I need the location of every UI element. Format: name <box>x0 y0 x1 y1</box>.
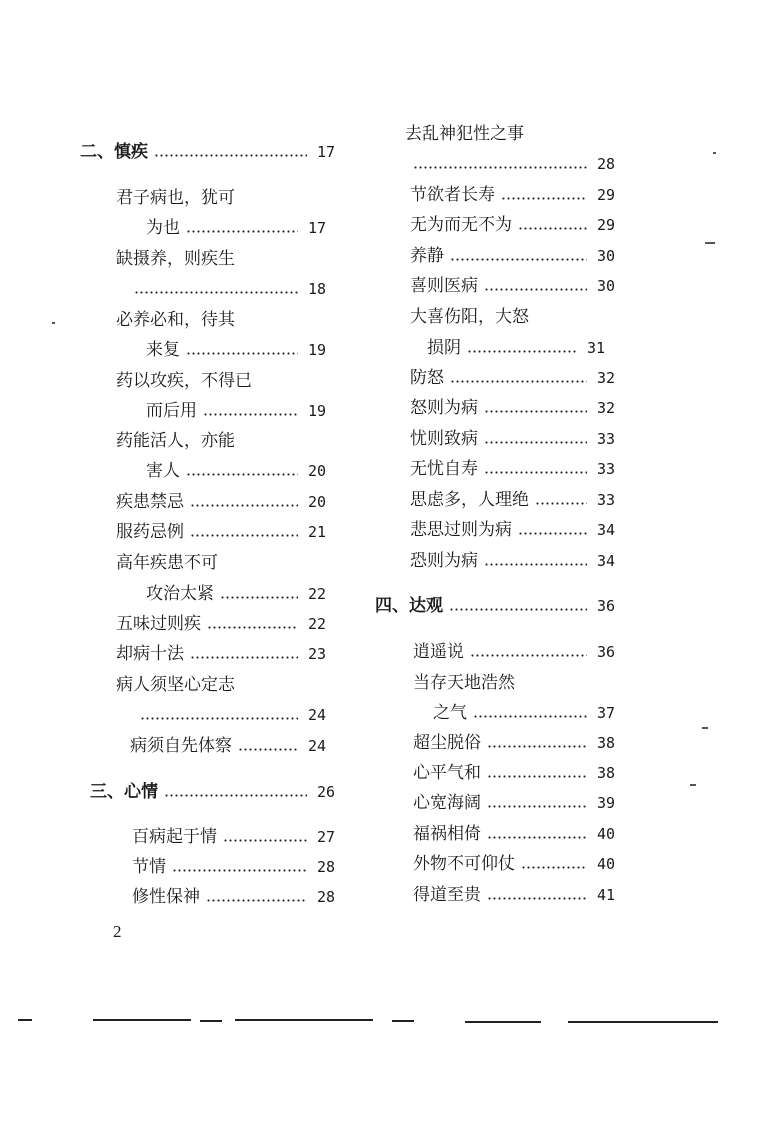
page-number: 26 <box>316 783 335 801</box>
dot-leader <box>484 274 587 298</box>
entry-title: 却病十法 <box>116 644 184 664</box>
dot-leader <box>186 459 298 483</box>
page-number: 19 <box>307 402 326 420</box>
scan-speck <box>690 784 696 786</box>
dot-leader <box>172 855 307 879</box>
dot-leader <box>413 152 587 176</box>
toc-entry <box>410 274 615 298</box>
entry-title: 服药忌例 <box>116 522 184 542</box>
page-number: 22 <box>307 585 326 603</box>
entry-title: 大喜伤阳，大怒 <box>410 307 529 327</box>
entry-title: 养静 <box>410 246 444 266</box>
scan-line <box>568 1021 718 1023</box>
entry-title: 高年疾患不可 <box>116 553 218 573</box>
entry-title: 病人须坚心定志 <box>116 675 235 695</box>
entry-title: 心平气和 <box>413 763 481 783</box>
page-number: 38 <box>596 764 615 782</box>
entry-title: 病须自先体察 <box>130 736 232 756</box>
entry-title: 百病起于情 <box>132 827 217 847</box>
dot-leader <box>484 427 587 451</box>
entry-title: 之气 <box>433 703 467 723</box>
entry-title: 修性保神 <box>132 887 200 907</box>
dot-leader <box>484 549 587 573</box>
scan-speck <box>705 242 715 244</box>
scan-speck <box>52 322 55 324</box>
page-number: 30 <box>596 247 615 265</box>
toc-entry <box>116 642 326 666</box>
scan-line <box>465 1021 541 1023</box>
entry-title: 外物不可仰仗 <box>413 854 515 874</box>
page-number: 23 <box>307 645 326 663</box>
dot-leader <box>535 488 587 512</box>
toc-entry <box>116 247 340 271</box>
toc-entry <box>116 186 340 210</box>
toc-entry <box>116 673 340 697</box>
toc-entry <box>116 520 326 544</box>
scan-speck <box>702 727 708 729</box>
entry-title: 必养必和，待其 <box>116 310 235 330</box>
scan-line <box>200 1020 222 1022</box>
entry-title: 逍遥说 <box>413 642 464 662</box>
page-number: 22 <box>307 615 326 633</box>
scan-speck <box>713 152 716 154</box>
toc-entry <box>410 396 615 420</box>
toc-entry <box>413 761 615 785</box>
section-title: 二、慎疾 <box>80 142 148 162</box>
page-number: 24 <box>307 737 326 755</box>
entry-title: 超尘脱俗 <box>413 733 481 753</box>
entry-title: 疾患禁忌 <box>116 492 184 512</box>
page-number: 36 <box>596 643 615 661</box>
toc-entry <box>413 822 615 846</box>
entry-title: 药能活人，亦能 <box>116 431 235 451</box>
section-title: 三、心情 <box>90 782 158 802</box>
page-number: 36 <box>596 597 615 615</box>
toc-entry <box>410 366 615 390</box>
scan-line <box>93 1019 191 1021</box>
dot-leader <box>186 338 298 362</box>
page-number: 29 <box>596 186 615 204</box>
entry-title: 攻治太紧 <box>146 584 214 604</box>
toc-entry <box>413 791 615 815</box>
entry-title: 节欲者长寿 <box>410 185 495 205</box>
entry-title: 无忧自寿 <box>410 459 478 479</box>
toc-entry <box>410 457 615 481</box>
toc-entry <box>413 152 615 176</box>
entry-title: 得道至贵 <box>413 885 481 905</box>
entry-title: 忧则致病 <box>410 429 478 449</box>
toc-entry <box>132 885 335 909</box>
entry-title: 无为而无不为 <box>410 215 512 235</box>
toc-entry <box>405 122 615 146</box>
dot-leader <box>186 216 298 240</box>
entry-title: 为也 <box>146 218 180 238</box>
toc-entry <box>146 582 326 606</box>
page-number: 27 <box>316 828 335 846</box>
page-number: 38 <box>596 734 615 752</box>
toc-entry <box>410 183 615 207</box>
section-title: 四、达观 <box>375 596 443 616</box>
toc-entry <box>413 731 615 755</box>
dot-leader <box>134 277 298 301</box>
toc-entry <box>146 216 326 240</box>
dot-leader <box>154 140 307 164</box>
page-number: 41 <box>596 886 615 904</box>
page-number: 17 <box>307 219 326 237</box>
scan-line <box>392 1020 414 1022</box>
page-number: 40 <box>596 825 615 843</box>
toc-entry <box>410 213 615 237</box>
toc-entry <box>410 427 615 451</box>
page-number: 20 <box>307 462 326 480</box>
toc-entry <box>116 369 340 393</box>
toc-entry <box>410 518 615 542</box>
toc-entry <box>410 244 615 268</box>
entry-title: 五味过则疾 <box>116 614 201 634</box>
page-number: 21 <box>307 523 326 541</box>
toc-entry <box>116 308 340 332</box>
dot-leader <box>449 594 587 618</box>
entry-title: 恐则为病 <box>410 551 478 571</box>
toc-entry <box>132 825 335 849</box>
page-number: 34 <box>596 521 615 539</box>
entry-title: 药以攻疾，不得已 <box>116 371 252 391</box>
page-number: 28 <box>316 888 335 906</box>
toc-entry <box>116 612 326 636</box>
dot-leader <box>487 883 587 907</box>
page-number: 32 <box>596 399 615 417</box>
entry-title: 损阴 <box>427 338 461 358</box>
page-number: 28 <box>316 858 335 876</box>
page-number: 33 <box>596 460 615 478</box>
dot-leader <box>487 822 587 846</box>
dot-leader <box>484 457 587 481</box>
toc-entry <box>410 549 615 573</box>
entry-title: 防怒 <box>410 368 444 388</box>
dot-leader <box>487 791 587 815</box>
entry-title: 去乱神犯性之事 <box>405 124 524 144</box>
toc-entry <box>146 338 326 362</box>
page-number: 29 <box>596 216 615 234</box>
page-number-footer: 2 <box>113 922 122 941</box>
page-number: 33 <box>596 491 615 509</box>
toc-entry <box>410 488 615 512</box>
entry-title: 悲思过则为病 <box>410 520 512 540</box>
entry-title: 当存天地浩然 <box>413 673 515 693</box>
scan-line <box>235 1019 373 1021</box>
page-number: 20 <box>307 493 326 511</box>
dot-leader <box>450 366 587 390</box>
page-number: 18 <box>307 280 326 298</box>
toc-entry <box>433 701 615 725</box>
dot-leader <box>164 780 307 804</box>
dot-leader <box>473 701 587 725</box>
dot-leader <box>467 336 577 360</box>
dot-leader <box>190 642 298 666</box>
dot-leader <box>450 244 587 268</box>
dot-leader <box>223 825 307 849</box>
toc-entry <box>427 336 605 360</box>
entry-title: 害人 <box>146 461 180 481</box>
toc-section-heading <box>375 594 615 618</box>
toc-section-heading <box>90 780 335 804</box>
entry-title: 心宽海阔 <box>413 793 481 813</box>
page-number: 39 <box>596 794 615 812</box>
toc-entry <box>410 305 615 329</box>
page-number: 32 <box>596 369 615 387</box>
page-number: 40 <box>596 855 615 873</box>
dot-leader <box>487 731 587 755</box>
entry-title: 福祸相倚 <box>413 824 481 844</box>
page-number: 34 <box>596 552 615 570</box>
entry-title: 喜则医病 <box>410 276 478 296</box>
dot-leader <box>487 761 587 785</box>
toc-entry <box>116 429 340 453</box>
toc-entry <box>146 459 326 483</box>
entry-title: 来复 <box>146 340 180 360</box>
dot-leader <box>238 734 298 758</box>
toc-entry <box>413 640 615 664</box>
dot-leader <box>206 885 307 909</box>
page-number: 17 <box>316 143 335 161</box>
dot-leader <box>470 640 587 664</box>
toc-entry <box>413 852 615 876</box>
page-number: 19 <box>307 341 326 359</box>
entry-title: 节情 <box>132 857 166 877</box>
entry-title: 君子病也，犹可 <box>116 188 235 208</box>
dot-leader <box>203 399 298 423</box>
toc-section-heading <box>80 140 335 164</box>
dot-leader <box>190 520 298 544</box>
dot-leader <box>518 213 587 237</box>
dot-leader <box>501 183 587 207</box>
toc-entry <box>132 855 335 879</box>
scan-line <box>18 1019 32 1021</box>
page-number: 24 <box>307 706 326 724</box>
page-number: 37 <box>596 704 615 722</box>
dot-leader <box>207 612 298 636</box>
dot-leader <box>521 852 587 876</box>
toc-entry <box>140 703 326 727</box>
toc-entry <box>413 671 615 695</box>
page-number: 31 <box>586 339 605 357</box>
dot-leader <box>484 396 587 420</box>
dot-leader <box>518 518 587 542</box>
entry-title: 思虑多，人理绝 <box>410 490 529 510</box>
toc-entry <box>413 883 615 907</box>
entry-title: 缺摄养，则疾生 <box>116 249 235 269</box>
page-number: 30 <box>596 277 615 295</box>
toc-entry <box>116 490 326 514</box>
toc-entry <box>134 277 326 301</box>
page-number: 28 <box>596 155 615 173</box>
toc-entry <box>146 399 326 423</box>
toc-entry <box>116 551 340 575</box>
dot-leader <box>220 582 298 606</box>
dot-leader <box>140 703 298 727</box>
page-number: 33 <box>596 430 615 448</box>
dot-leader <box>190 490 298 514</box>
toc-entry <box>130 734 326 758</box>
entry-title: 而后用 <box>146 401 197 421</box>
entry-title: 怒则为病 <box>410 398 478 418</box>
